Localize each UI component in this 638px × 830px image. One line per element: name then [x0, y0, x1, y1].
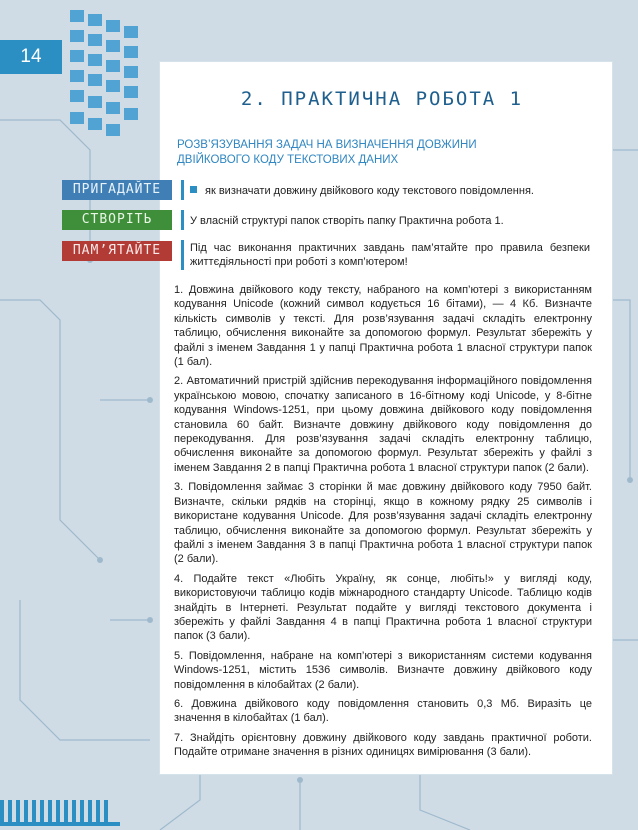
page-number: 14: [0, 40, 62, 74]
intro-remember-text: Під час виконання практичних завдань пам’ятайте про правила безпеки життєдіяльності при роботі з комп’ютером!: [190, 242, 590, 268]
task-item: 3. Повідомлення займає 3 сторінки й має довжину двійкового коду 7950 байт. Визначте, скільки рядків на сторінці, якщо в кожному рядку 25 символів і використане кодування Unicode. Для розв’язування задачі складіть електронну таблицю, обчислення виконайте за допомогою формул. Результат збережіть у файлі з іменем Завдання 3 в папці Практична робота 1 власної структури папок (2 бали).: [174, 481, 592, 566]
square-bullet-icon: [190, 186, 197, 193]
task-item: 2. Автоматичний пристрій здійснив перекодування інформаційного повідомлення українською мовою, спочатку записаного в 16-бітному коді Unicode, у 8-бітне кодування Windows-1251, при цьому довжина двійкового коду повідомлення становила 60 байт. Визначте довжину двійкового коду повідомлення до перекодування. Для розв’язування задачі складіть електронну таблицю, обчислення виконайте за допомогою формул. Результат збережіть у файлі з іменем Завдання 2 в папці Практична робота 1 власної структури папок (2 бали).: [174, 375, 592, 474]
task-item: 5. Повідомлення, набране на комп’ютері з використанням системи кодування Windows-1251, містить 1536 символів. Визначте довжину двійкового коду повідомлення в кілобайтах (2 бали).: [174, 649, 592, 691]
accent-bar: [181, 180, 184, 200]
task-item: 4. Подайте текст «Любіть Україну, як сонце, любіть!» у вигляді коду, використовуючи таблицю кодів міжнародного стандарту Unicode. Таблицю кодів знайдіть в Інтернеті. Результат подайте у вигляді текстового документа і збережіть у файлі Завдання 4 в папці Практична робота 1 власної структури папок (3 бали).: [174, 572, 592, 643]
page-title: 2. ПРАКТИЧНА РОБОТА 1: [240, 88, 524, 110]
tag-create: СТВОРІТЬ: [62, 210, 172, 230]
intro-recall: [190, 184, 590, 198]
accent-bar: [181, 240, 184, 270]
task-item: 6. Довжина двійкового коду повідомлення становить 0,3 Мб. Виразіть це значення в кілобайтах (1 бал).: [174, 697, 592, 725]
intro-recall-text: як визначати довжину двійкового коду текстового повідомлення.: [205, 185, 534, 197]
accent-bar: [181, 210, 184, 230]
tag-recall: ПРИГАДАЙТЕ: [62, 180, 172, 200]
page-subtitle: РОЗВ’ЯЗУВАННЯ ЗАДАЧ НА ВИЗНАЧЕННЯ ДОВЖИНИ ДВІЙКОВОГО КОДУ ТЕКСТОВИХ ДАНИХ: [177, 139, 477, 166]
intro-create-text: У власній структурі папок створіть папку Практична робота 1.: [190, 215, 504, 227]
task-list: [174, 283, 592, 765]
task-item: 7. Знайдіть орієнтовну довжину двійкового коду завдань практичної роботи. Подайте отримане значення в різних одиницях вимірювання (3 бали).: [174, 731, 592, 759]
task-item: 1. Довжина двійкового коду тексту, набраного на комп’ютері з використанням кодування Unicode (кожний символ кодується 16 бітами), — 4 Кб. Визначте кількість символів у тексті. Для розв’язування задачі складіть електронну таблицю, обчислення виконайте за допомогою формул. Результат збережіть у файлі з іменем Завдання 1 у папці Практична робота 1 власної структури папок (1 бал).: [174, 284, 592, 369]
tag-remember: ПАМ’ЯТАЙТЕ: [62, 241, 172, 261]
